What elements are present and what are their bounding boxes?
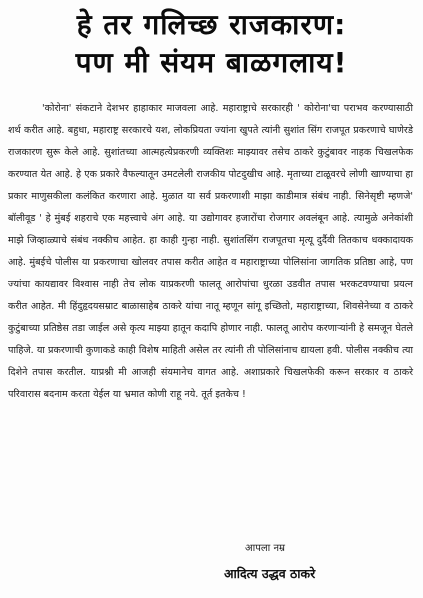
signature: आदित्य उद्धव ठाकरे [224,566,316,581]
letter-text: 'कोरोना' संकटाने देशभर हाहाकार माजवला आहे. महाराष्ट्राचे सरकारही ' कोरोना'चा पराभव करण्यासाठी शर्थ करीत आहे. बहुधा, महाराष्ट्र सरकारचे यश, लोकप्रियता ज्यांना खुपते त्यांनी सुशांत सिंग राजपूत प्रकरणाचे घाणेरडे राजकारण सुरू केले आहे. सुशांतच्या आत्महत्येप्रकरणी व्यक्तिशः माझ्यावर तसेच ठाकरे कुटुंबावर नाहक चिखलफेक करण्यात येत आहे. हे एक प्रकारे वैफल्यातून उमटलेली राजकीय पोटदुखीच आहे. मृताच्या टाळूवरचे लोणी खाण्याचा हा प्रकार माणुसकीला कलंकित करणारा आहे. मुळात या सर्व प्रकरणाशी माझा काडीमात्र संबंध नाही. सिनेसृष्टी म्हणजे' बॉलीवूड ' हे मुंबई शहराचे एक महत्त्वाचे अंग आहे. या उद्योगावर हजारोंचा रोजगार अवलंबून आहे. त्यामुळे अनेकांशी माझे जिव्हाळ्याचे संबंध नक्कीच आहेत. हा काही गुन्हा नाही. सुशांतसिंग राजपूतचा मृत्यू दुर्दैवी तितकाच धक्कादायक आहे. मुंबईचे पोलीस या प्रकरणाचा खोलवर तपास करीत आहेत व महाराष्ट्राच्या पोलिसांना जागतिक प्रतिष्ठा आहे, पण ज्यांचा कायद्यावर विश्वास नाही तेच लोक याप्रकरणी फालतू आरोपांचा धुरळा उडवीत तपास भरकटवण्याचा प्रयत्न करीत आहेत. मी हिंदुहृदयसम्राट बाळासाहेब ठाकरे यांचा नातू म्हणून सांगू इच्छितो, महाराष्ट्राच्या, शिवसेनेच्या व ठाकरे कुटुंबाच्या प्रतिष्ठेस तडा जाईल असे कृत्य माझ्या हातून कदापि होणार नाही. फालतू आरोप करणाऱ्यांनी हे समजून घेतले पाहिजे. या प्रकरणाची कुणाकडे काही विशेष माहिती असेल तर त्यांनी ती पोलिसांनाच द्यायला हवी. पोलीस नक्कीच त्या दिशेने तपास करतील. याप्रश्नी मी आजही संयमानेच वागत आहे. अशाप्रकारे चिखलफेकी करून सरकार व ठाकरे परिवारास बदनाम करता येईल या भ्रमात कोणी राहू नये. तूर्त इतकेच ! [8,103,413,400]
headline-line-2: पण मी संयम बाळगलाय! [75,46,348,79]
letter-paragraph [8,98,413,406]
headline [0,0,423,82]
letter-closing: आपला नम्र [245,543,285,554]
headline-line-1: हे तर गलिच्छ राजकारण: [76,8,347,41]
letter-body [8,98,413,406]
